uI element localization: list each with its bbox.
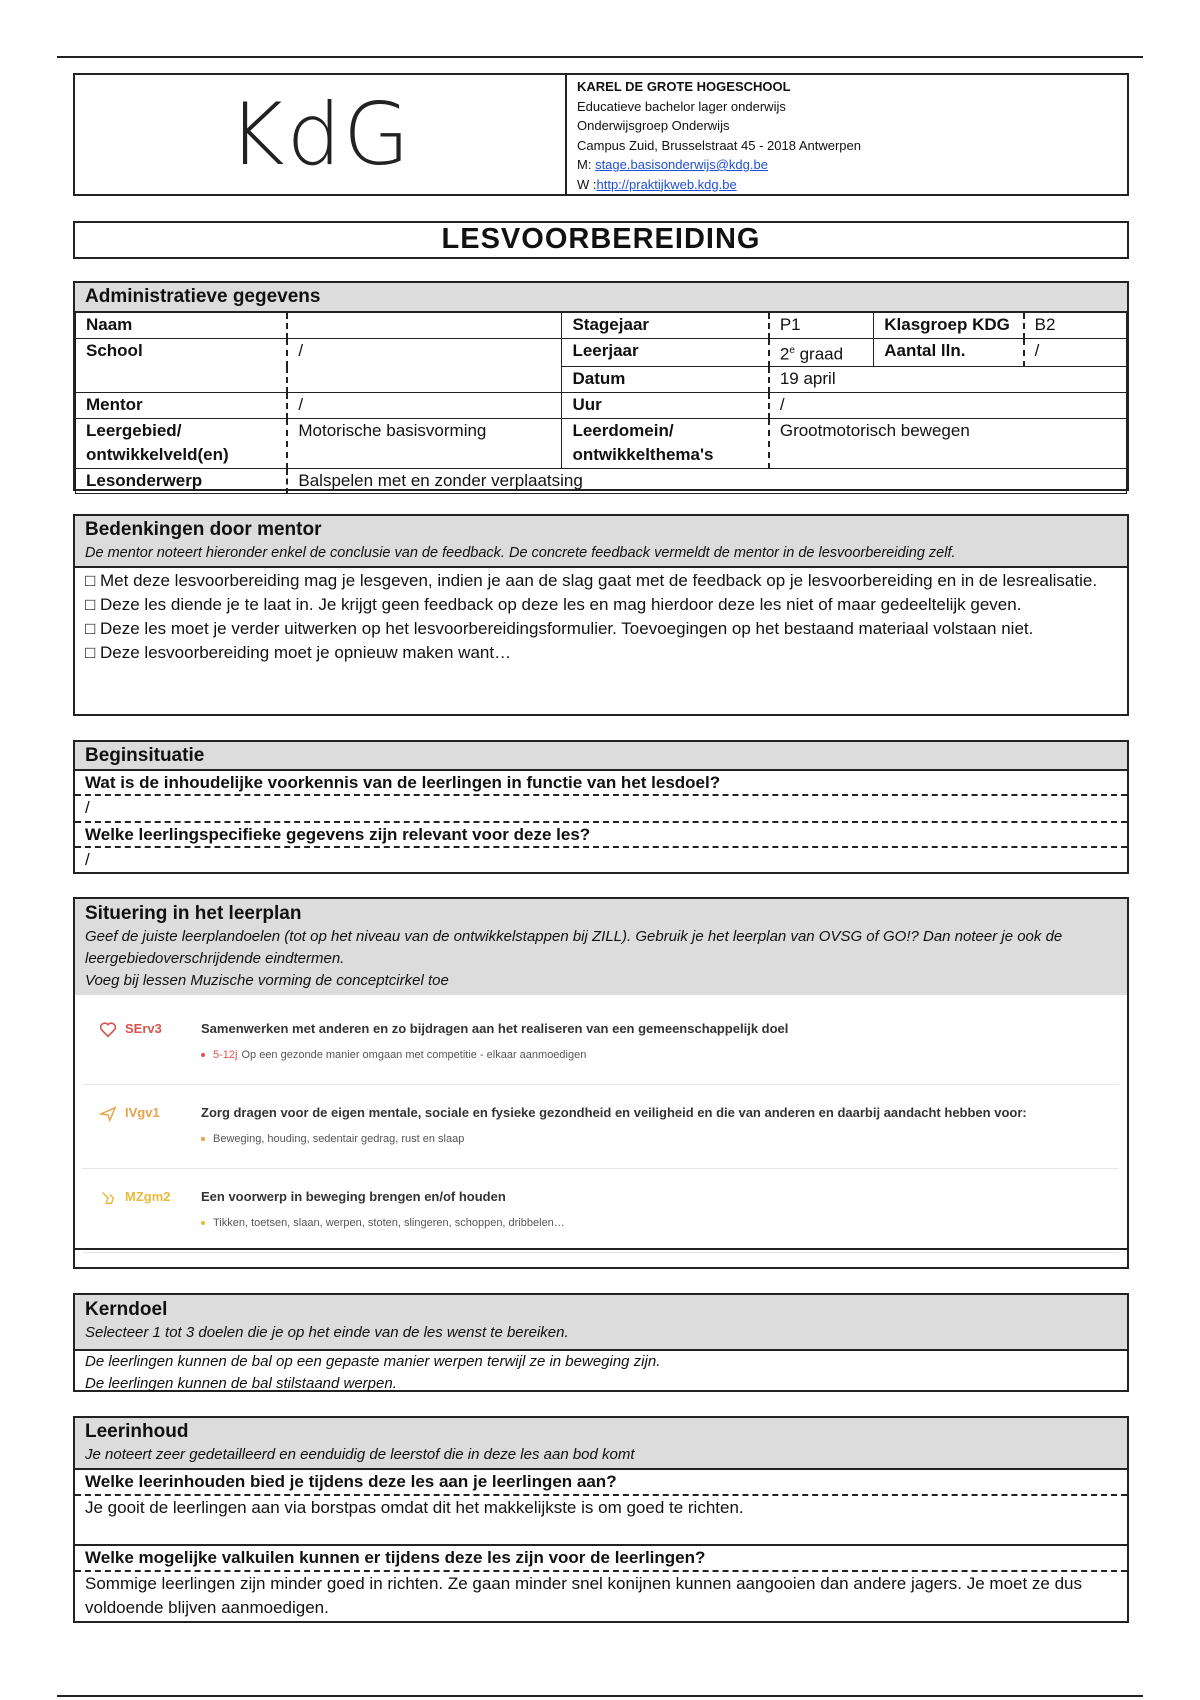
aantal-value: / [1024,338,1127,367]
mentor-option[interactable] [75,641,1127,665]
mentor-title: Bedenkingen door mentor [85,519,322,540]
kerndoel-goal: De leerlingen kunnen de bal op een gepaste manier werpen terwijl ze in beweging zijn. [85,1353,661,1370]
address-line: Campus Zuid, Brusselstraat 45 - 2018 Antwerpen [577,137,861,153]
school-value: / [287,338,562,393]
mail-prefix: M: [577,157,596,172]
leerinhoud-answer: Je gooit de leerlingen aan via borstpas omdat dit het makkelijkste is om goed te richten. [75,1494,1127,1544]
school-address [565,75,1127,194]
beginsituatie-title: Beginsituatie [75,742,1127,769]
leerdomein-value: Grootmotorisch bewegen [769,419,1127,469]
header-box [73,73,1129,196]
leerinhoud-question: Welke leerinhouden bied je tijdens deze les aan je leerlingen aan? [75,1468,1127,1494]
goal-substep-text: Tikken, toetsen, slaan, werpen, stoten, slingeren, schoppen, dribbelen… [213,1217,565,1229]
mentor-options [75,566,1127,665]
leerplan-goal[interactable] [83,1001,1119,1085]
bullet-icon [201,1137,205,1141]
leerinhoud-subtitle: Je noteert zeer gedetailleerd en eenduidig de leerstof die in deze les aan bod komt [85,1446,635,1463]
checkbox-icon[interactable]: □ [85,595,96,614]
web-prefix: W : [577,176,597,192]
leerinhoud-header [75,1418,1127,1468]
goal-age: 5-12j [213,1049,238,1061]
admin-table [75,311,1127,494]
naam-value [287,312,562,338]
uur-label: Uur [562,393,769,419]
goal-code: SErv3 [125,1021,162,1036]
checkbox-icon[interactable]: □ [85,619,96,638]
leerinhoud-question: Welke mogelijke valkuilen kunnen er tijdens deze les zijn voor de leerlingen? [75,1544,1127,1570]
mentor-section [73,514,1129,716]
heart-icon [99,1021,117,1039]
goal-substep [201,1217,565,1229]
leerjaar-unit: graad [794,344,844,364]
beginsituatie-question: Welke leerlingspecifieke gegevens zijn relevant voor deze les? [75,821,1127,846]
leerinhoud-section [73,1416,1129,1623]
lesonderwerp-value: Balspelen met en zonder verplaatsing [287,469,1126,494]
leerdomein-label: Leerdomein/ ontwikkelthema's [562,419,769,469]
admin-section [73,281,1129,491]
klasgroep-label: Klasgroep KDG [874,312,1024,338]
mentor-option[interactable] [75,617,1127,641]
leerplan-goals-screenshot [75,995,1127,1248]
goal-title: Samenwerken met anderen en zo bijdragen aan het realiseren van een gemeenschappelijk doel [201,1021,789,1036]
beginsituatie-answer: / [75,794,1127,821]
school-name: KAREL DE GROTE HOGESCHOOL [577,79,791,94]
goal-substep-text: Beweging, houding, sedentair gedrag, rust en slaap [213,1133,465,1145]
goal-substep [201,1049,586,1061]
kerndoel-title: Kerndoel [85,1299,168,1320]
beginsituatie-section [73,740,1129,874]
lesonderwerp-label: Lesonderwerp [76,469,288,494]
paper-plane-icon [99,1105,117,1123]
datum-value: 19 april [769,367,1127,393]
kerndoel-header [75,1295,1127,1349]
address-line: Educatieve bachelor lager onderwijs [577,98,786,114]
mail-line [577,155,1117,175]
mentor-header [75,516,1127,566]
goal-substep [201,1133,464,1145]
kerndoel-subtitle: Selecteer 1 tot 3 doelen die je op het einde van de les wenst te bereiken. [85,1324,569,1341]
leerplan-goal[interactable] [83,1085,1119,1169]
top-rule [57,56,1143,58]
mentor-option-label: Deze les moet je verder uitwerken op het lesvoorbereidingsformulier. Toevoegingen op het bestaand materiaal volstaan niet. [100,619,1034,638]
kerndoel-section [73,1293,1129,1392]
datum-label: Datum [562,367,769,393]
mentor-option-label: Met deze lesvoorbereiding mag je lesgeven, indien je aan de slag gaat met de feedback op je lesvoorbereiding en in de lesrealisatie. [100,571,1098,590]
page-title: LESVOORBEREIDING [73,221,1129,259]
leerplan-goal[interactable] [83,1169,1119,1253]
mentor-subtitle: De mentor noteert hieronder enkel de conclusie van de feedback. De concrete feedback vermeldt de mentor in de lesvoorbereiding zelf. [85,545,956,561]
beginsituatie-question: Wat is de inhoudelijke voorkennis van de leerlingen in functie van het lesdoel? [75,769,1127,794]
bottom-rule [57,1695,1143,1697]
goal-code: MZgm2 [125,1189,171,1204]
kerndoel-goals [75,1349,1127,1397]
mail-link[interactable]: stage.basisonderwijs@kdg.be [595,157,768,172]
mentor-option[interactable] [75,593,1127,617]
bullet-icon [201,1053,205,1057]
leerjaar-label: Leerjaar [562,338,769,367]
kerndoel-goal: De leerlingen kunnen de bal stilstaand werpen. [85,1375,397,1392]
beginsituatie-answer: / [75,846,1127,872]
aantal-label: Aantal lln. [874,338,1024,367]
naam-label: Naam [76,312,288,338]
mentor-label: Mentor [76,393,288,419]
leerplan-section [73,897,1129,1269]
leerplan-title: Situering in het leerplan [85,903,302,924]
web-link[interactable]: http://praktijkweb.kdg.be [596,176,737,192]
leerjaar-sup: e [789,344,795,356]
leergebied-label: Leergebied/ ontwikkelveld(en) [76,419,288,469]
mentor-option-label: Deze lesvoorbereiding moet je opnieuw maken want… [100,643,512,662]
goal-title: Een voorwerp in beweging brengen en/of houden [201,1189,506,1204]
kdg-logo [75,75,565,194]
leerinhoud-title: Leerinhoud [85,1421,189,1442]
mentor-value: / [287,393,562,419]
mentor-option[interactable] [75,569,1127,593]
leerplan-subtitle: Geef de juiste leerplandoelen (tot op het niveau van de ontwikkelstappen bij ZILL). Gebruik je het leerplan van OVSG of GO!? Dan noteer je ook de leergebiedoverschrijdende eindtermen. [85,928,1063,967]
goal-substep-text: Op een gezonde manier omgaan met competitie - elkaar aanmoedigen [241,1049,587,1061]
leerplan-subtitle: Voeg bij lessen Muzische vorming de conceptcirkel toe [85,972,449,989]
stagejaar-value: P1 [769,312,874,338]
klasgroep-value: B2 [1024,312,1127,338]
goal-code: IVgv1 [125,1105,160,1120]
school-label: School [76,338,288,393]
address-line: Onderwijsgroep Onderwijs [577,118,730,133]
hand-icon [99,1189,117,1207]
web-line [577,175,1117,195]
logo-text: KdG [228,84,412,185]
uur-value: / [769,393,1127,419]
goal-title: Zorg dragen voor de eigen mentale, sociale en fysieke gezondheid en veiligheid en die van anderen en daarbij aandacht hebben voor: [201,1105,1027,1120]
leerinhoud-answer: Sommige leerlingen zijn minder goed in richten. Ze gaan minder snel konijnen kunnen aangooien dan andere jagers. Je moet ze dus voldoende blijven aanmoedigen. [75,1570,1127,1621]
checkbox-icon[interactable]: □ [85,643,96,662]
leerjaar-number: 2 [779,344,790,364]
mentor-option-label: Deze les diende je te laat in. Je krijgt geen feedback op deze les en mag hierdoor deze les niet of maar gedeeltelijk geven. [100,595,1022,614]
admin-title: Administratieve gegevens [75,283,1127,311]
leerjaar-value [769,338,874,367]
leerplan-header [75,899,1127,995]
bullet-icon [201,1221,205,1225]
checkbox-icon[interactable]: □ [85,571,96,590]
leergebied-value: Motorische basisvorming [287,419,562,469]
stagejaar-label: Stagejaar [562,312,769,338]
